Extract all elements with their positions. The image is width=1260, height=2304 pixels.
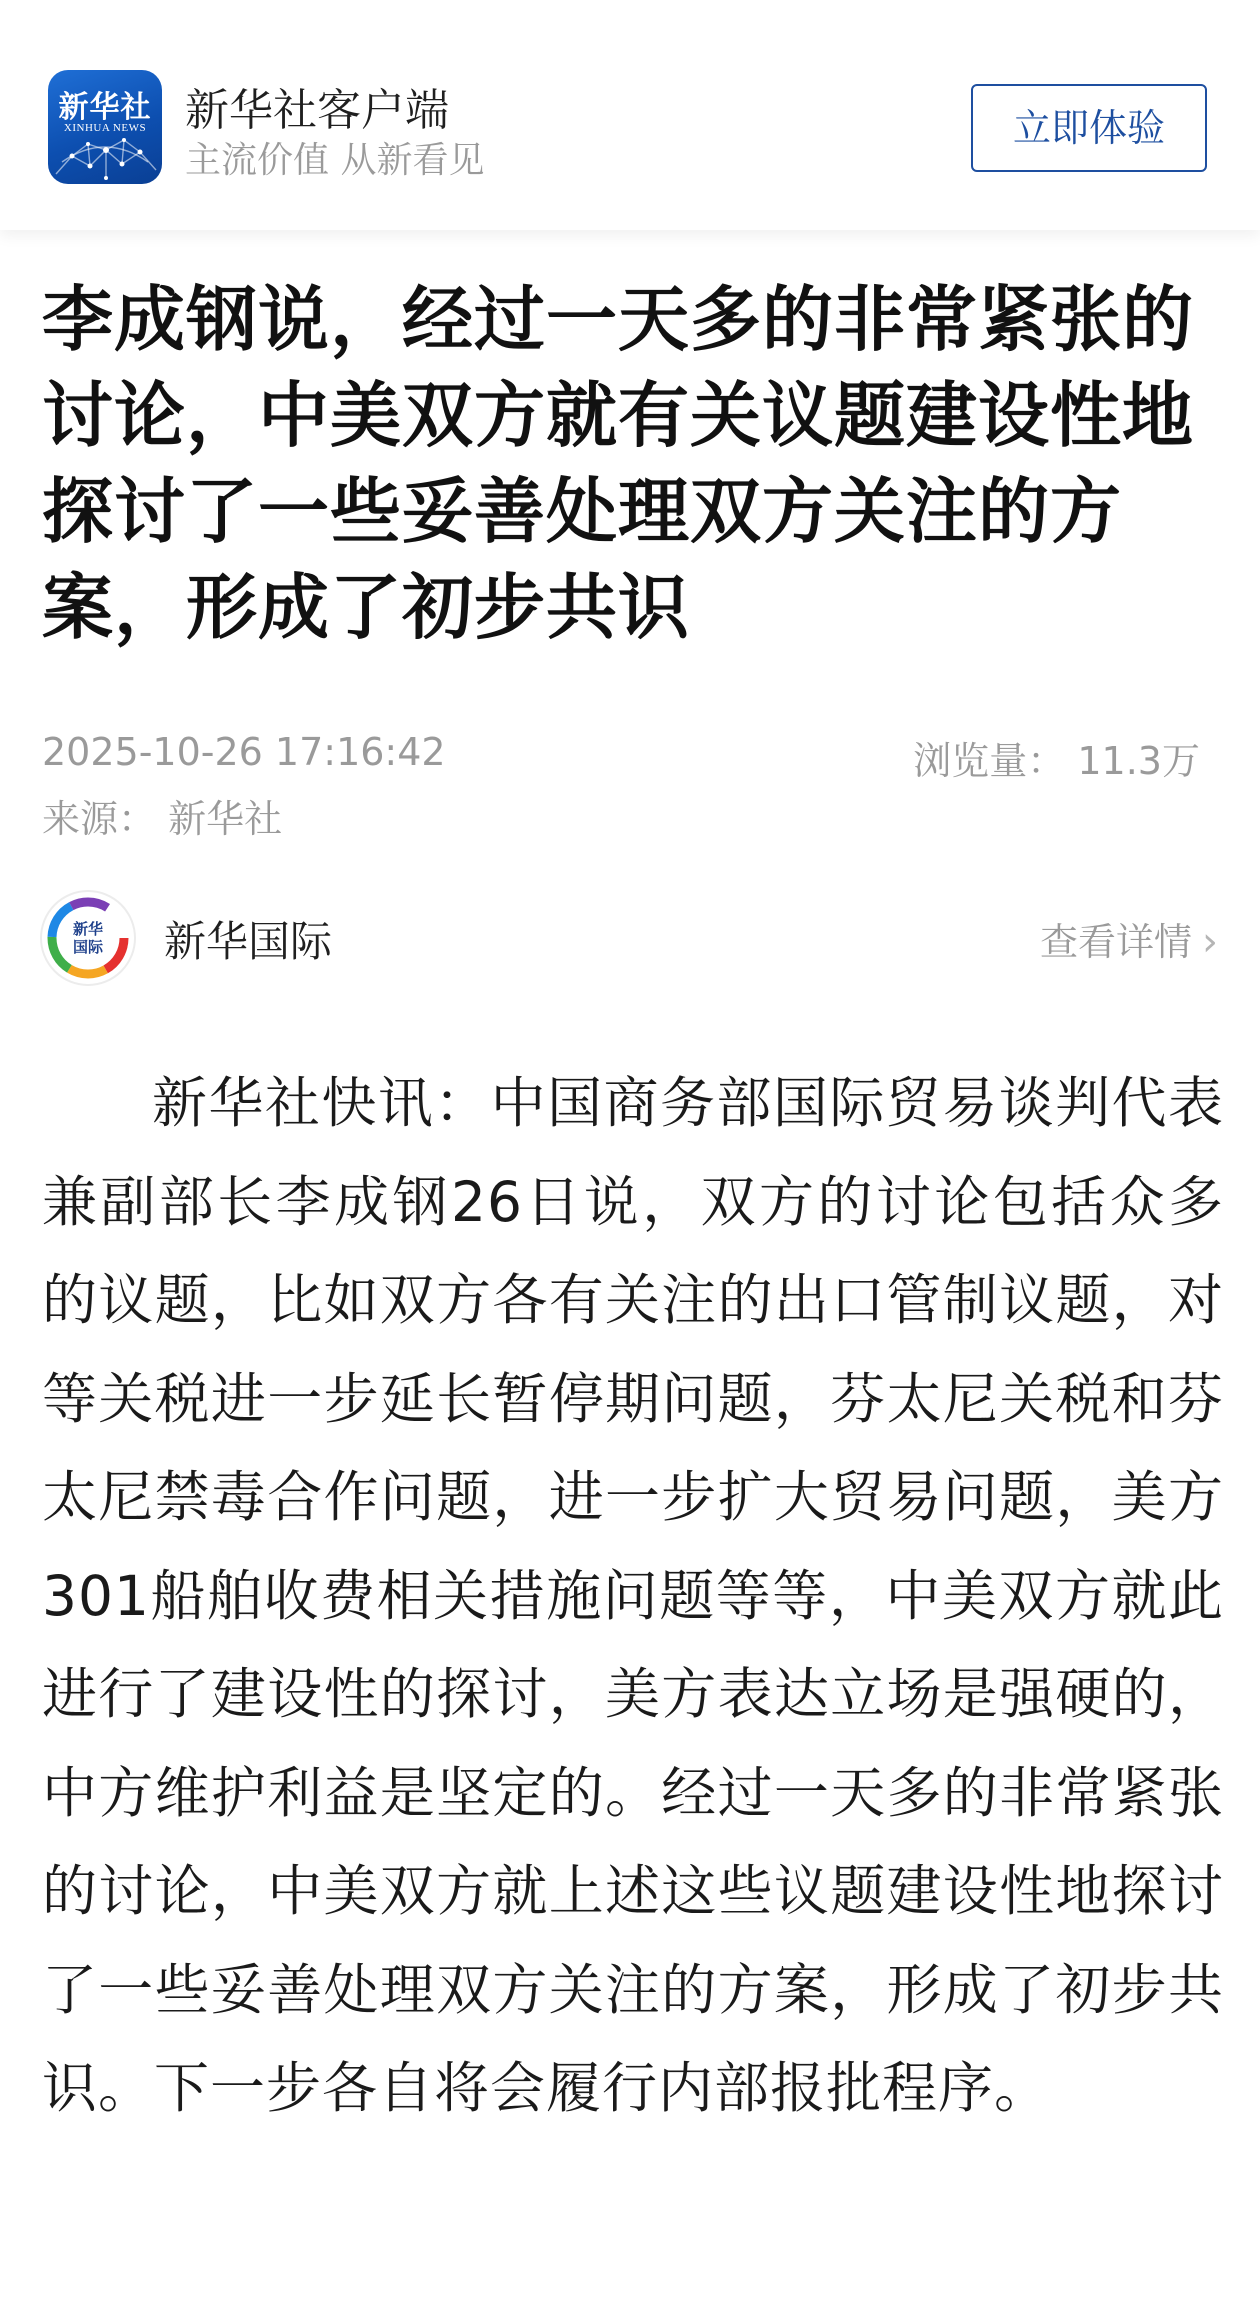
xinhua-logo-icon (48, 70, 162, 184)
view-details-label: 查看详情 (1039, 920, 1192, 964)
publish-time: 2025-10-26 17:16:42 (42, 730, 446, 774)
article-title: 李成钢说，经过一天多的非常紧张的讨论，中美双方就有关议题建设性地探讨了一些妥善处理双方关注的方案，形成了初步共识 (42, 278, 1195, 649)
logo-text-cn: 新华社 (58, 90, 152, 125)
logo-text-en: XINHUA NEWS (63, 122, 147, 134)
app-name: 新华社客户端 (185, 85, 449, 136)
app-banner (0, 0, 1260, 230)
article-body: 新华社快讯：中国商务部国际贸易谈判代表兼副部长李成钢26日说，双方的讨论包括众多的议题，比如双方各有关注的出口管制议题，对等关税进一步延长暂停期问题，芬太尼关税和芬太尼禁毒合作问题，进一步扩大贸易问题，美方301船舶收费相关措施问题等等，中美双方就此进行了建设性的探讨，美方表达立场是强硬的，中方维护利益是坚定的。经过一天多的非常紧张的讨论，中美双方就上述这些议题建设性地探讨了一些妥善处理双方关注的方案，形成了初步共识。下一步各自将会履行内部报批程序。 (42, 1071, 1224, 2120)
try-now-button[interactable]: 立即体验 (971, 84, 1207, 172)
app-slogan: 主流价值 从新看见 (185, 140, 485, 181)
avatar-text: 新华 国际 (72, 920, 103, 956)
view-count: 浏览量： 11.3万 (913, 739, 1200, 783)
author-name[interactable]: 新华国际 (164, 917, 333, 966)
view-details-link[interactable] (1040, 911, 1218, 966)
author-avatar[interactable] (40, 890, 136, 986)
chevron-right-icon: › (1202, 919, 1218, 965)
article-source: 来源： 新华社 (42, 797, 283, 841)
